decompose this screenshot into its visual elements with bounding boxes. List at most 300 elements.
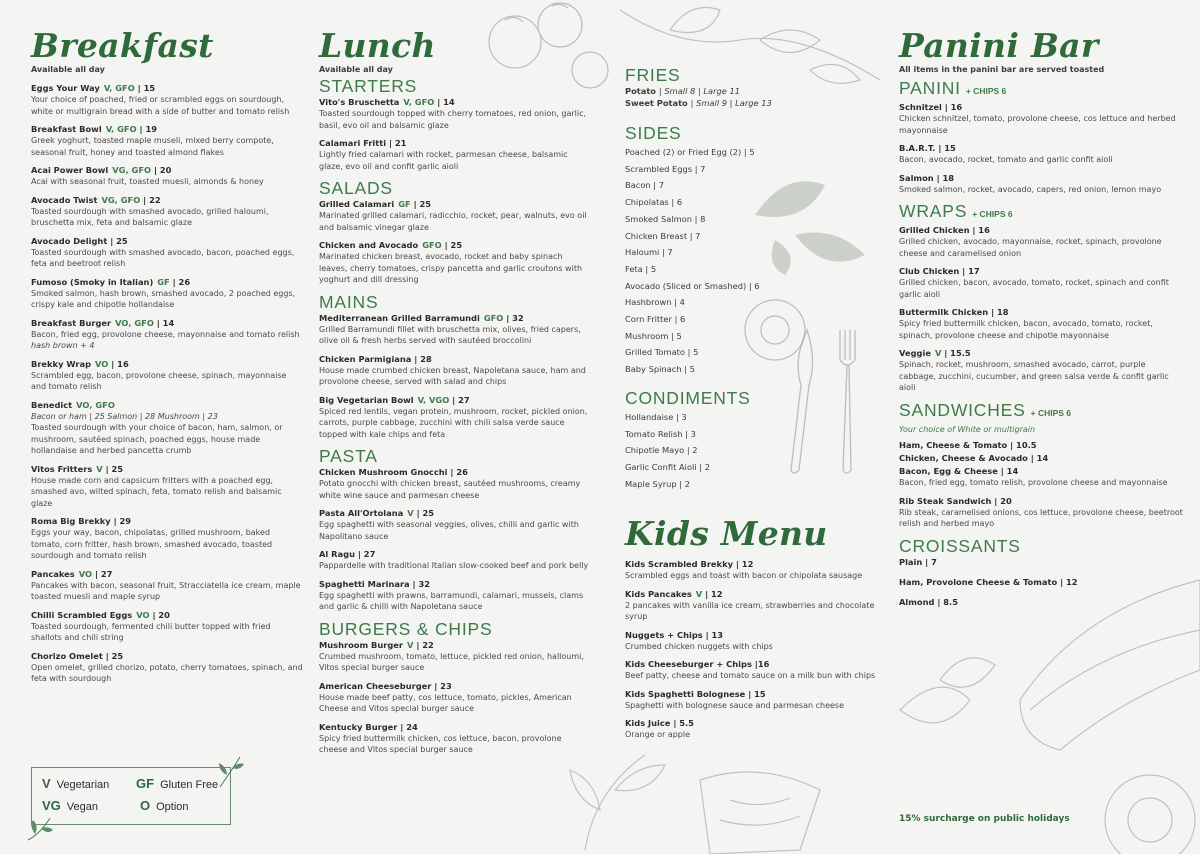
menu-item [899, 266, 1184, 300]
menu-item-header [31, 464, 303, 475]
side-item: Bacon | 7 [625, 180, 665, 191]
menu-item-price: | 22 [143, 194, 161, 205]
dietary-tag: V [407, 639, 414, 650]
condiments-list [625, 409, 887, 493]
menu-item-header [899, 266, 1184, 277]
menu-item [625, 559, 887, 582]
fries-item [625, 98, 887, 110]
menu-item-name: Pancakes [31, 568, 75, 579]
menu-item-price: | 14 [1000, 466, 1019, 476]
menu-item-price: | 18 [936, 172, 955, 183]
menu-item-name: Mediterranean Grilled Barramundi [319, 312, 480, 323]
menu-item-name: Acai Power Bowl [31, 165, 109, 175]
menu-item-header [31, 318, 303, 329]
menu-item-price: | 16 [111, 358, 129, 369]
menu-item [31, 610, 303, 644]
menu-item-price: | 25 [416, 508, 435, 518]
menu-item-description: House made crumbed chicken breast, Napoletana sauce, ham and provolone cheese, served with salad and chips [319, 365, 586, 386]
menu-item-name: Bacon, Egg & Cheese [899, 466, 998, 476]
menu-item-price: | 29 [113, 516, 132, 526]
menu-item-name: Mushroom Burger [319, 639, 404, 650]
menu-item [319, 395, 589, 441]
menu-item-price: |16 [754, 659, 770, 670]
menu-item-header [31, 124, 303, 135]
menu-item-price: | 10.5 [1010, 440, 1037, 450]
menu-item [625, 589, 887, 623]
side-item: Avocado (Sliced or Smashed) | 6 [625, 280, 760, 291]
menu-item-description: Toasted sourdough topped with cherry tomatoes, red onion, garlic, basil, evo oil and balsamic glaze [319, 109, 587, 130]
menu-item-price: | 17 [962, 266, 980, 276]
breakfast-list [31, 83, 303, 685]
menu-item [899, 102, 1184, 136]
panini-heading [899, 79, 1184, 100]
side-item: Poached (2) or Fried Egg (2) | 5 [625, 147, 755, 157]
sides-list [625, 144, 887, 378]
menu-item [31, 359, 303, 393]
menu-item-price: | 15.5 [944, 348, 971, 358]
menu-item-price: | 12 [735, 559, 754, 570]
sides-heading: SIDES [625, 123, 682, 143]
menu-item [899, 440, 1184, 451]
menu-item-name: Chorizo Omelet [31, 650, 103, 661]
menu-item-name: Club Chicken [899, 266, 960, 276]
menu-item-description: House made corn and capsicum fritters with a poached egg, smashed avo, wilted spinach, feta, tomato relish and balsamic glaze [31, 475, 282, 508]
dietary-tag: VO, GFO [76, 399, 115, 410]
menu-item [319, 549, 589, 572]
condiments-heading: CONDIMENTS [625, 387, 751, 408]
sandwiches-chips-addon: + CHIPS 6 [1030, 407, 1072, 418]
menu-item-name: Breakfast Bowl [31, 124, 102, 134]
menu-item-price: | 24 [400, 721, 418, 732]
menu-item-description: Bacon, avocado, rocket, tomato and garlic confit aioli [899, 155, 1113, 164]
menu-item-description: Grilled chicken, bacon, avocado, tomato, rocket, spinach and confit garlic aioli [899, 278, 1169, 299]
dietary-tag: V, VGO [417, 394, 450, 405]
menu-item [319, 681, 589, 715]
menu-item-name: Schnitzel [899, 102, 942, 112]
lunch-section-heading: BURGERS & CHIPS [319, 618, 493, 639]
menu-item-price: | 28 [414, 353, 432, 364]
menu-item-description: Toasted sourdough, fermented chili butter topped with fried shallots and chili string [31, 621, 271, 642]
menu-item-price: | 25 [105, 650, 124, 661]
sandwiches-note: Your choice of White or multigrain [899, 424, 1036, 434]
menu-item-name: Eggs Your Way [31, 83, 100, 93]
menu-item-price: | 26 [172, 276, 191, 287]
menu-item [899, 557, 1184, 568]
menu-item-name: Nuggets + Chips [625, 629, 703, 640]
menu-item-description: Smoked salmon, hash brown, smashed avocado, 2 poached eggs, crispy kale and chipotle hollandaise [31, 288, 296, 309]
menu-item-description: 2 pancakes with vanilla ice cream, strawberries and chocolate syrup [625, 600, 875, 622]
menu-item-description: Bacon, fried egg, tomato relish, provolone cheese and mayonnaise [899, 478, 1168, 487]
dietary-tag: VO [136, 609, 150, 620]
menu-item [319, 138, 589, 172]
condiment-item: Garlic Confit Aioli | 2 [625, 461, 710, 472]
menu-item [625, 718, 887, 741]
menu-item-header [625, 559, 887, 570]
round-bread-sketch [1080, 760, 1200, 854]
side-item: Grilled Tomato | 5 [625, 347, 699, 358]
menu-item-header [319, 240, 589, 251]
menu-item [31, 516, 303, 562]
fries-item-sizes: | Small 9 | Large 13 [690, 97, 772, 108]
menu-item-header [31, 277, 303, 288]
menu-item-name: Al Ragu [319, 549, 355, 559]
menu-item-name: Fumoso (Smoky in Italian) [31, 276, 154, 287]
dietary-tag: VO, GFO [115, 317, 154, 328]
panini-title: PANINI [899, 78, 961, 98]
menu-item-header [625, 718, 887, 729]
side-item: Smoked Salmon | 8 [625, 213, 706, 224]
lunch-section-heading: STARTERS [319, 76, 418, 96]
menu-item-header [899, 143, 1184, 154]
menu-item-price: | 14 [156, 317, 175, 328]
dietary-tag: GF [157, 276, 170, 287]
menu-item-description: Crumbed chicken nuggets with chips [625, 641, 773, 651]
menu-item-header [319, 467, 589, 478]
menu-item-description: House made beef patty, cos lettuce, tomato, pickles, American Cheese and Vitos special burger sauce [319, 692, 572, 713]
dietary-tag: V [96, 463, 103, 474]
menu-item-name: Avocado Twist [31, 194, 98, 205]
menu-item-header [31, 569, 303, 580]
menu-item-header [899, 577, 1184, 588]
condiment-item: Chipotle Mayo | 2 [625, 445, 698, 456]
dietary-tag: VO [78, 568, 93, 579]
menu-item-price: | 26 [450, 467, 468, 477]
menu-item-header [625, 689, 887, 700]
menu-item [899, 453, 1184, 464]
menu-item [625, 689, 887, 712]
menu-item-price: | 27 [452, 394, 470, 405]
menu-item [899, 307, 1184, 341]
lunch-column [319, 28, 589, 763]
wrap-sketch [690, 760, 840, 854]
menu-item-description: Spiced red lentils, vegan protein, mushroom, rocket, pickled onion, carrots, purple cabbage, zucchini with chili salsa verde sauce topped with kale chips and feta [319, 406, 588, 439]
dietary-legend [31, 767, 231, 825]
wraps-heading [899, 202, 1184, 223]
menu-item-name: Calamari Fritti [319, 138, 387, 148]
menu-item-name: Kids Cheeseburger + Chips [625, 659, 752, 670]
menu-item [899, 466, 1184, 489]
menu-item-name: Kentucky Burger [319, 721, 398, 732]
menu-item-header [899, 307, 1184, 318]
menu-item-price: | 15 [748, 688, 766, 699]
croissants-title: CROISSANTS [899, 535, 1021, 556]
menu-item-name: B.A.R.T. [899, 143, 936, 153]
menu-item-price: | 19 [139, 124, 157, 134]
menu-item-name: Spaghetti Marinara [319, 578, 410, 589]
menu-item-header [31, 236, 303, 247]
menu-item-name: Benedict [31, 399, 73, 410]
menu-item [31, 277, 303, 311]
fries-item-name: Sweet Potato [625, 97, 688, 108]
dietary-tag: V [934, 348, 942, 358]
menu-item [31, 400, 303, 457]
menu-item-header [319, 97, 589, 108]
condiment-item: Tomato Relish | 3 [625, 428, 696, 439]
dietary-tag: V [407, 508, 414, 518]
menu-item-description: Pancakes with bacon, seasonal fruit, Stracciatella ice cream, maple toasted muesli and maple syrup [31, 580, 301, 601]
menu-item-name: Chicken, Cheese & Avocado [899, 453, 1028, 463]
menu-item [899, 143, 1184, 166]
menu-item-header [319, 199, 589, 210]
menu-item [31, 236, 303, 270]
menu-item-description: Lightly fried calamari with rocket, parmesan cheese, balsamic glaze, evo oil and confit garlic aioli [319, 150, 568, 171]
menu-item-price: | 16 [972, 225, 990, 235]
side-item: Mushroom | 5 [625, 330, 682, 341]
menu-item [31, 318, 303, 352]
dietary-tag: VG, GFO [101, 194, 141, 205]
menu-item-name: Vito's Bruschetta [319, 97, 400, 107]
menu-item-name: Chicken and Avocado [319, 240, 419, 250]
panini-chips-addon: + CHIPS 6 [965, 86, 1007, 96]
menu-item-price: | 12 [1060, 576, 1078, 587]
panini-bar-column [899, 28, 1184, 617]
menu-item-description: Beef patty, cheese and tomato sauce on a milk bun with chips [625, 671, 876, 681]
dietary-tag: VG, GFO [112, 165, 152, 175]
menu-item-name: Chicken Mushroom Gnocchi [319, 467, 448, 477]
legend-vegan: VG Vegan [42, 798, 98, 813]
menu-item-price: | 14 [1030, 453, 1049, 463]
sandwiches-heading [899, 401, 1184, 422]
menu-item-price: | 8.5 [937, 596, 958, 607]
menu-item-header [899, 597, 1184, 608]
menu-item-description: Marinated grilled calamari, radicchio, rocket, pear, walnuts, evo oil and balsamic vinegar glaze [319, 211, 587, 232]
menu-item-description: Your choice of poached, fried or scrambled eggs on sourdough, white or multigrain bread with a side of butter and tomato relish [31, 95, 290, 116]
menu-item-name: Brekky Wrap [31, 358, 92, 369]
menu-item [319, 240, 589, 286]
menu-item [319, 354, 589, 388]
menu-item [319, 722, 589, 756]
menu-item-header [625, 630, 887, 641]
legend-gluten-free: GF Gluten Free [136, 776, 219, 791]
menu-item [899, 225, 1184, 259]
menu-item-price: | 20 [994, 495, 1012, 506]
dietary-tag: VO [95, 358, 109, 369]
menu-item-description: Marinated chicken breast, avocado, rocket and baby spinach leaves, cherry tomatoes, crispy pancetta and garlic croutons with yoghurt and dill dressing [319, 252, 583, 284]
menu-item-price: | 27 [357, 549, 376, 559]
menu-item-description: Grilled Barramundi fillet with bruschetta mix, olives, fried capers, olive oil & fresh herbs served with sautéed broccolini [319, 324, 581, 345]
dietary-tag: V, GFO [403, 97, 435, 107]
menu-item-header [319, 722, 589, 733]
menu-item-description: Egg spaghetti with prawns, barramundi, calamari, mussels, clams and garlic & chilli with Napoletana sauce [319, 590, 584, 611]
menu-item-description: Greek yoghurt, toasted maple museli, mixed berry compote, seasonal fruit, honey and toasted almond flakes [31, 136, 274, 157]
menu-item-name: Kids Scrambled Brekky [625, 559, 733, 570]
croissants-heading [899, 537, 1184, 555]
menu-item-price: | 20 [152, 609, 170, 620]
menu-item-price: | 23 [434, 680, 452, 691]
menu-item-description: Scrambled eggs and toast with bacon or chipolata sausage [625, 571, 863, 581]
breakfast-title: Breakfast [31, 26, 214, 65]
side-item: Hashbrown | 4 [625, 297, 685, 308]
menu-item-name: Roma Big Brekky [31, 516, 111, 526]
menu-item-price: | 7 [925, 556, 937, 567]
side-item: Corn Fritter | 6 [625, 314, 686, 325]
menu-item-header [625, 589, 887, 600]
menu-item-options: Bacon or ham | 25 Salmon | 28 Mushroom | 23 [31, 411, 218, 421]
menu-item [319, 313, 589, 347]
menu-item-description: Toasted sourdough with smashed avocado, bacon, poached eggs, feta and beetroot relish [31, 247, 295, 268]
menu-item [319, 579, 589, 613]
dietary-tag: V, GFO [103, 83, 135, 93]
menu-item-description: Egg spaghetti with seasonal veggies, olives, chilli and garlic with Napolitano sauce [319, 520, 579, 541]
menu-item-description: Chicken schnitzel, tomato, provolone cheese, cos lettuce and herbed mayonnaise [899, 114, 1176, 135]
lunch-section-heading: PASTA [319, 446, 378, 466]
menu-item-name: Breakfast Burger [31, 317, 112, 328]
menu-item-name: Kids Pancakes [625, 588, 692, 599]
menu-item-header [899, 348, 1184, 359]
legend-option: O Option [140, 798, 189, 813]
panini-bar-subtitle: All items in the panini bar are served toasted [899, 65, 1105, 74]
wraps-chips-addon: + CHIPS 6 [972, 209, 1013, 219]
menu-item-price: | 18 [991, 307, 1009, 317]
menu-item-name: Buttermilk Chicken [899, 307, 989, 317]
menu-item-price: | 27 [94, 568, 113, 579]
menu-item [625, 630, 887, 653]
menu-item-description: Spicy fried buttermilk chicken, cos lettuce, bacon, provolone cheese and Vitos special burger sauce [319, 733, 562, 754]
menu-item-description: Pappardelle with traditional Italian slow-cooked beef and pork belly [319, 561, 589, 570]
menu-item-name: Plain [899, 556, 923, 567]
menu-item-name: Ham, Cheese & Tomato [899, 440, 1008, 450]
menu-item-price: | 25 [105, 463, 124, 474]
dietary-tag: GF [398, 199, 411, 209]
breakfast-subtitle: Available all day [31, 65, 105, 74]
fries-item-name: Potato [625, 86, 657, 96]
menu-item-header [319, 549, 589, 560]
menu-item-description: Potato gnocchi with chicken breast, sautéed mushrooms, creamy white wine sauce and parmesan cheese [319, 479, 581, 500]
sides-column [625, 64, 887, 748]
menu-item [899, 577, 1184, 588]
sandwiches-title: SANDWICHES [899, 399, 1026, 420]
menu-item-header [625, 659, 887, 670]
menu-item-description: Spicy fried buttermilk chicken, bacon, avocado, tomato, rocket, spinach, provolone cheese and chipotle mayonnaise [899, 319, 1153, 340]
menu-item-header [31, 83, 303, 94]
menu-item-header [319, 681, 589, 692]
menu-item [31, 651, 303, 685]
kids-list [625, 559, 887, 741]
menu-item [899, 496, 1184, 530]
menu-item-description: Grilled chicken, avocado, mayonnaise, rocket, spinach, provolone cheese and caramelised onion [899, 237, 1162, 258]
menu-item-name: Grilled Calamari [319, 199, 395, 209]
panini-sections [899, 79, 1184, 608]
menu-item [31, 464, 303, 510]
fries-item [625, 86, 887, 98]
menu-item [625, 659, 887, 682]
menu-item-header [899, 453, 1184, 464]
condiment-item: Maple Syrup | 2 [625, 478, 691, 489]
menu-item [319, 199, 589, 233]
menu-item-name: Almond [899, 596, 935, 607]
menu-item-header [899, 173, 1184, 184]
menu-item-name: Pasta All'Ortolana [319, 508, 404, 518]
menu-item-header [319, 354, 589, 365]
side-item: Scrambled Eggs | 7 [625, 163, 706, 174]
menu-item-header [31, 516, 303, 527]
menu-item-price: | 16 [944, 102, 963, 112]
menu-item-description: Smoked salmon, rocket, avocado, capers, red onion, lemon mayo [899, 184, 1162, 194]
kids-menu-title: Kids Menu [625, 514, 828, 554]
menu-item-description: Orange or apple [625, 730, 691, 740]
lunch-section-heading: MAINS [319, 291, 379, 312]
menu-item-header [31, 195, 303, 206]
menu-item-price: | 25 [110, 235, 128, 246]
menu-item-name: Chilli Scrambled Eggs [31, 609, 133, 620]
menu-item-price: | 25 [444, 240, 463, 250]
menu-item [319, 97, 589, 131]
fries-heading: FRIES [625, 65, 681, 85]
menu-item-note: hash brown + 4 [31, 341, 95, 350]
fries-item-sizes: | Small 8 | Large 11 [658, 86, 741, 96]
lunch-subtitle: Available all day [319, 65, 393, 74]
fries-list [625, 86, 887, 109]
menu-item-price: | 21 [388, 138, 407, 148]
menu-item-description: Scrambled egg, bacon, provolone cheese, spinach, mayonnaise and tomato relish [31, 370, 287, 391]
lunch-title: Lunch [319, 26, 436, 65]
menu-item [899, 173, 1184, 196]
menu-item-price: | 13 [705, 629, 724, 640]
menu-item-header [31, 610, 303, 621]
wraps-title: WRAPS [899, 201, 968, 221]
menu-item-description: Toasted sourdough with smashed avocado, grilled haloumi, bruschetta mix, feta and balsamic glaze [31, 206, 269, 227]
menu-item-name: Vitos Fritters [31, 463, 93, 474]
menu-item-description: Toasted sourdough with your choice of bacon, ham, salmon, or mushroom, sautéed spinach, poached eggs, house made hollandaise and herbed pancetta crumb [31, 423, 283, 455]
menu-item-description: Bacon, fried egg, provolone cheese, mayonnaise and tomato relish [31, 329, 300, 339]
side-item: Baby Spinach | 5 [625, 364, 695, 375]
menu-item-name: Kids Juice [625, 718, 671, 729]
menu-item [31, 569, 303, 603]
menu-item-header [319, 395, 589, 406]
menu-item [319, 640, 589, 674]
menu-item-description: Open omelet, grilled chorizo, potato, cherry tomatoes, spinach, and feta with sourdough [31, 662, 303, 683]
menu-item-price: | 15 [938, 143, 956, 153]
panini-bar-title: Panini Bar [899, 26, 1099, 65]
lunch-section-heading: SALADS [319, 178, 393, 198]
side-item: Chipolatas | 6 [625, 197, 683, 208]
menu-item-description: Spinach, rocket, mushroom, smashed avocado, carrot, purple cabbage, zucchini, cucumber, and green salsa verde & confit garlic aioli [899, 360, 1169, 392]
menu-item-name: Kids Spaghetti Bolognese [625, 688, 746, 699]
dietary-tag: GFO [483, 312, 504, 323]
menu-item-header [31, 165, 303, 176]
condiment-item: Hollandaise | 3 [625, 411, 687, 422]
lunch-sections [319, 77, 589, 756]
side-item: Feta | 5 [625, 263, 657, 274]
menu-item-price: | 5.5 [673, 718, 694, 729]
menu-item-price: | 14 [437, 97, 455, 107]
menu-item-name: Grilled Chicken [899, 225, 970, 235]
menu-item-name: Rib Steak Sandwich [899, 495, 992, 506]
menu-item-description: Crumbed mushroom, tomato, lettuce, pickled red onion, halloumi, Vitos special burger sauce [319, 651, 584, 672]
menu-item-header [899, 496, 1184, 507]
menu-item [319, 467, 589, 501]
menu-item-header [319, 138, 589, 149]
menu-item-price: | 32 [506, 312, 524, 323]
side-item: Haloumi | 7 [625, 247, 673, 258]
menu-item-name: Ham, Provolone Cheese & Tomato [899, 576, 1058, 587]
menu-item-header [31, 651, 303, 662]
surcharge-note: 15% surcharge on public holidays [899, 814, 1070, 824]
dietary-tag: V, GFO [105, 124, 137, 134]
menu-item [31, 83, 303, 117]
menu-item-price: | 22 [416, 639, 434, 650]
menu-item-header [319, 508, 589, 519]
dietary-tag: GFO [422, 240, 442, 250]
menu-item-header [899, 225, 1184, 236]
menu-item-description: Acai with seasonal fruit, toasted muesli, almonds & honey [31, 177, 264, 186]
menu-item-header [899, 466, 1184, 477]
menu-item-description: Rib steak, caramelised onions, cos lettuce, provolone cheese, beetroot relish and herbed mayo [899, 507, 1183, 528]
menu-item-header [319, 579, 589, 590]
menu-item-price: | 15 [137, 83, 156, 93]
menu-item-name: American Cheeseburger [319, 680, 432, 691]
menu-item-name: Avocado Delight [31, 235, 108, 246]
